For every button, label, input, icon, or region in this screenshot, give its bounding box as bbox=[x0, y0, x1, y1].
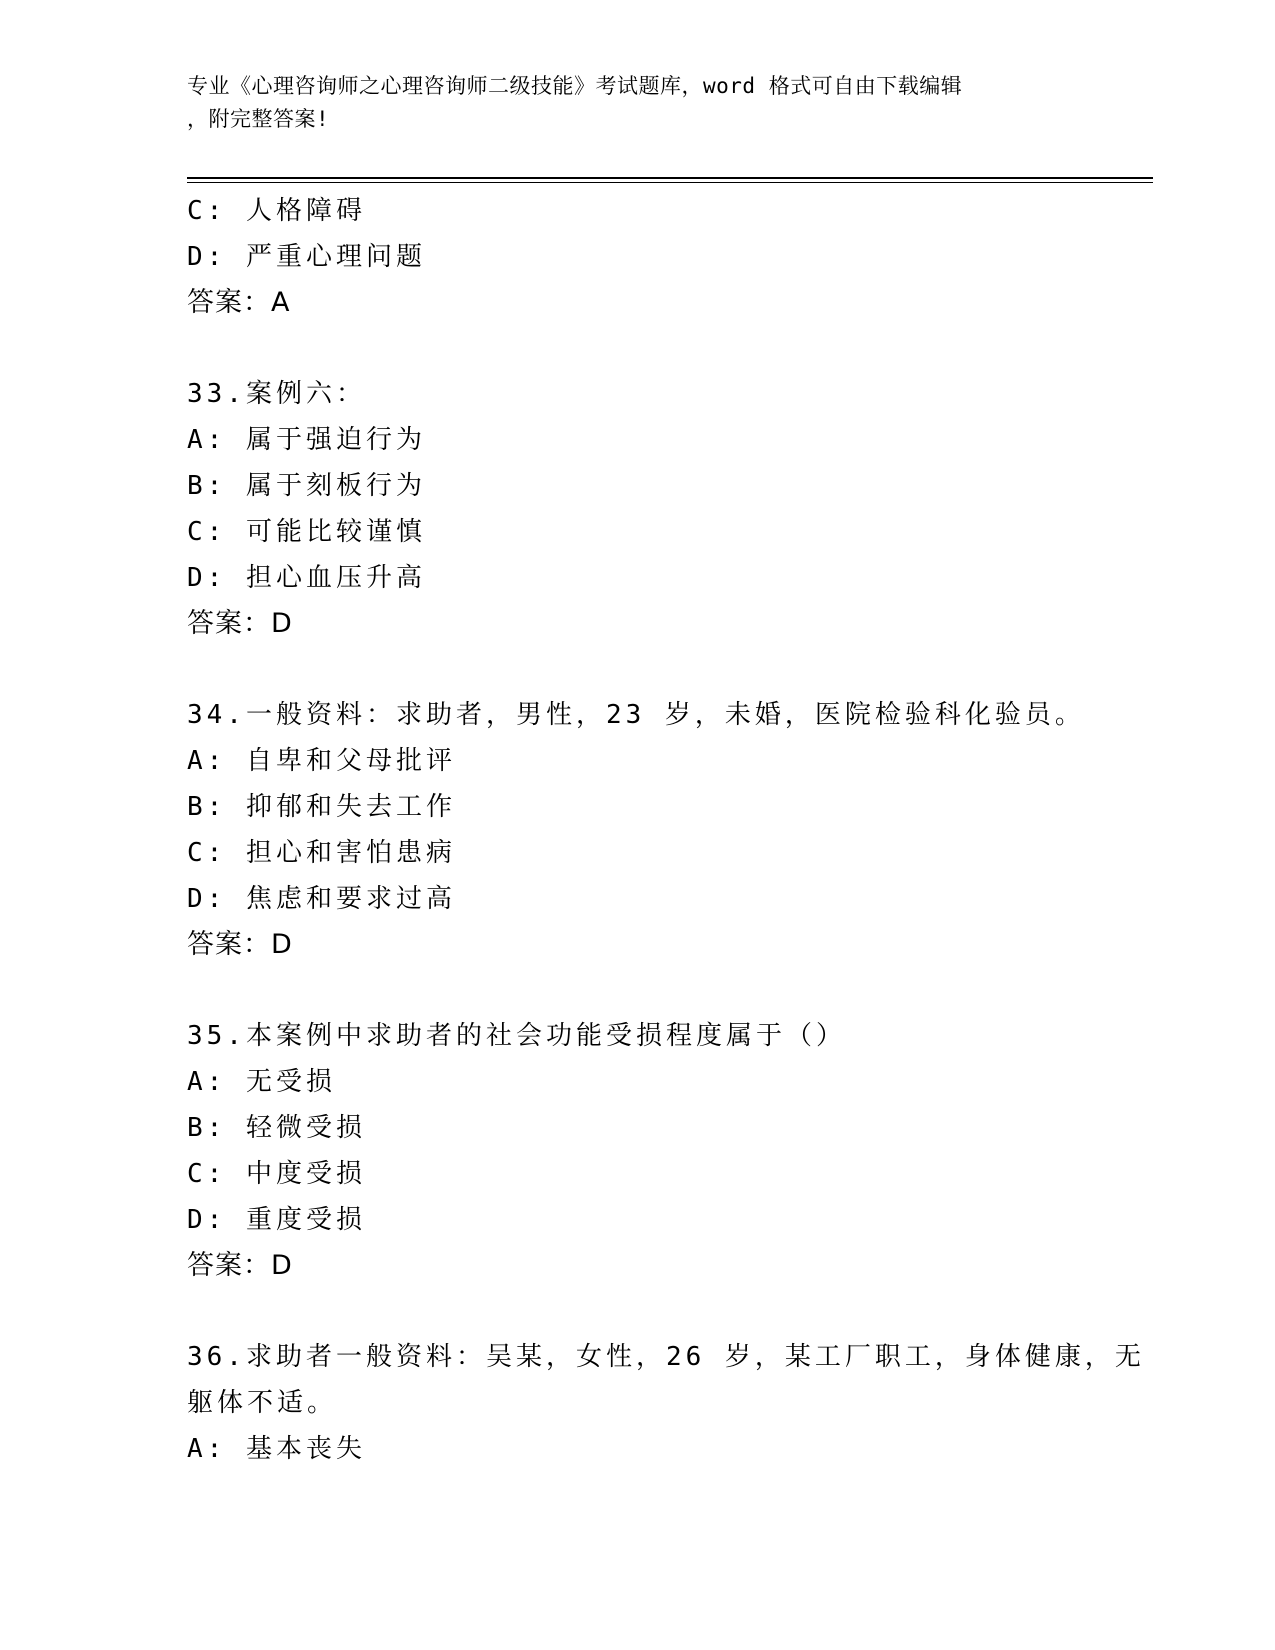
option-a: A: 自卑和父母批评 bbox=[187, 746, 456, 776]
spacer bbox=[187, 326, 1087, 371]
question-block-33 bbox=[187, 371, 1087, 647]
header-rule-thin bbox=[187, 182, 1153, 183]
option-b: B: 抑郁和失去工作 bbox=[187, 792, 456, 822]
option-a: A: 基本丧失 bbox=[187, 1434, 366, 1464]
option-c: C: 可能比较谨慎 bbox=[187, 517, 426, 547]
option-d: D: 担心血压升高 bbox=[187, 563, 426, 593]
question-block-35 bbox=[187, 1013, 1087, 1289]
header-line-1: 专业《心理咨询师之心理咨询师二级技能》考试题库，word 格式可自由下载编辑 bbox=[187, 74, 963, 98]
option-a: A: 无受损 bbox=[187, 1067, 336, 1097]
option-b: B: 轻微受损 bbox=[187, 1113, 366, 1143]
spacer bbox=[187, 968, 1087, 1013]
question-title: 33.案例六： bbox=[187, 379, 366, 409]
question-block-prev bbox=[187, 188, 1087, 326]
option-d: D: 严重心理问题 bbox=[187, 242, 426, 272]
option-c: C: 中度受损 bbox=[187, 1159, 366, 1189]
question-title: 34.一般资料：求助者，男性，23 岁，未婚，医院检验科化验员。 bbox=[187, 700, 1085, 730]
spacer bbox=[187, 1289, 1087, 1334]
question-block-34 bbox=[187, 692, 1087, 968]
option-b: B: 属于刻板行为 bbox=[187, 471, 426, 501]
question-block-36 bbox=[187, 1334, 1145, 1472]
header-line-2: ，附完整答案! bbox=[187, 107, 330, 131]
answer-text: 答案：D bbox=[187, 608, 293, 639]
question-title-line-1: 36.求助者一般资料：吴某，女性，26 岁，某工厂职工，身体健康，无 bbox=[187, 1342, 1145, 1372]
option-d: D: 重度受损 bbox=[187, 1205, 366, 1235]
answer-text: 答案：A bbox=[187, 287, 291, 318]
document-header bbox=[187, 70, 1067, 136]
spacer bbox=[187, 647, 1087, 692]
answer-text: 答案：D bbox=[187, 1250, 293, 1281]
option-d: D: 焦虑和要求过高 bbox=[187, 884, 456, 914]
answer-text: 答案：D bbox=[187, 929, 293, 960]
question-list bbox=[187, 188, 1145, 1472]
option-c: C: 担心和害怕患病 bbox=[187, 838, 456, 868]
option-a: A: 属于强迫行为 bbox=[187, 425, 426, 455]
option-c: C: 人格障碍 bbox=[187, 196, 366, 226]
question-title: 35.本案例中求助者的社会功能受损程度属于（） bbox=[187, 1021, 846, 1051]
header-rule-thick bbox=[187, 177, 1153, 179]
question-title-line-2: 躯体不适。 bbox=[187, 1388, 338, 1418]
